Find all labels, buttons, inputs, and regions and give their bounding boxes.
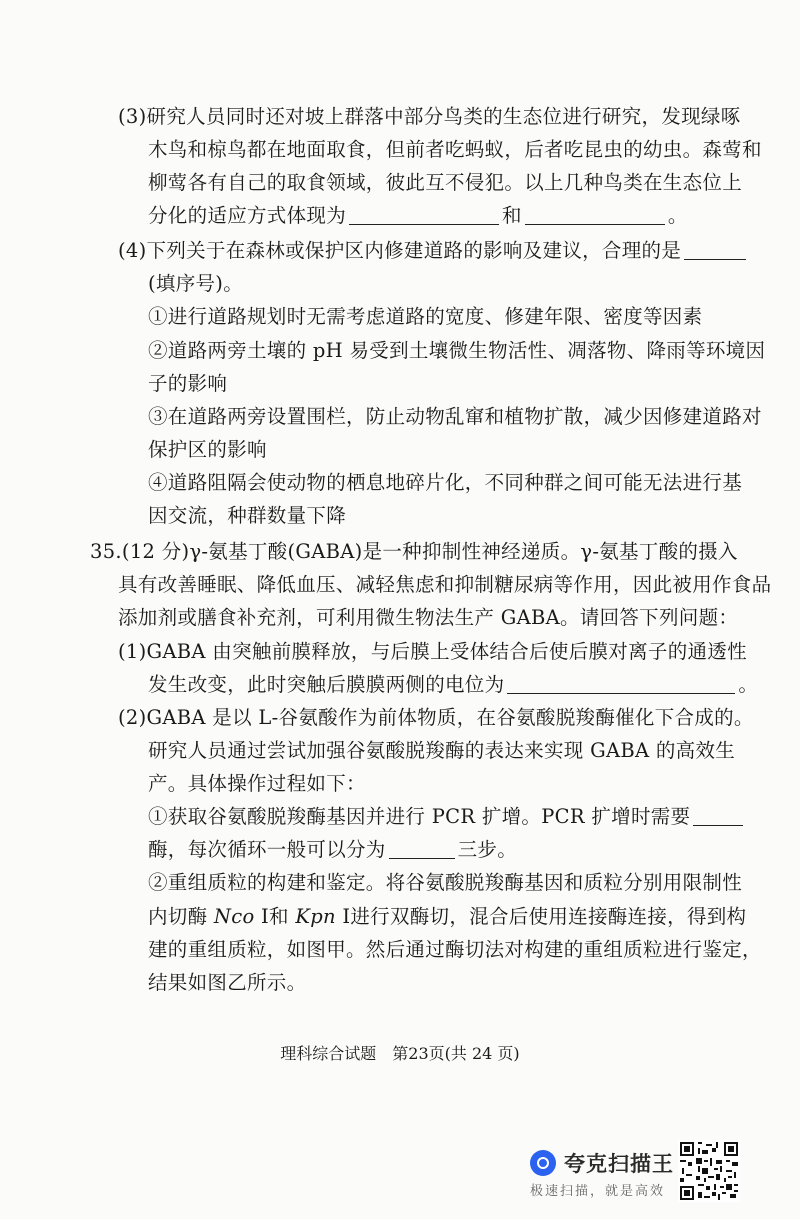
q35-part1-line2 bbox=[148, 670, 758, 700]
scanner-watermark bbox=[530, 1148, 680, 1204]
scanner-slogan: 极速扫描，就是高效 bbox=[530, 1184, 666, 1199]
q34-part4-line2: (填序号)。 bbox=[148, 272, 244, 295]
q35-step2-text2: Ⅰ和 bbox=[254, 905, 296, 928]
q34-option1: ①进行道路规划时无需考虑道路的宽度、修建年限、密度等因素 bbox=[148, 305, 703, 328]
q34-part3-and: 和 bbox=[502, 204, 522, 227]
answer-blank-3[interactable] bbox=[684, 239, 746, 260]
answer-blank-6[interactable] bbox=[389, 838, 455, 859]
q34-part4-text: (4)下列关于在森林或保护区内修建道路的影响及建议，合理的是 bbox=[118, 239, 682, 262]
q35-stem-line1: 35.(12 分)γ-氨基丁酸(GABA)是一种抑制性神经递质。γ-氨基丁酸的摄入 bbox=[90, 540, 738, 563]
q34-option2-line2: 子的影响 bbox=[148, 372, 228, 395]
q34-part3-text: 分化的适应方式体现为 bbox=[148, 204, 347, 227]
q35-step1-text: ①获取谷氨酸脱羧酶基因并进行 PCR 扩增。PCR 扩增时需要 bbox=[148, 805, 691, 828]
q34-option4-line1: ④道路阻隔会使动物的栖息地碎片化，不同种群之间可能无法进行基 bbox=[148, 471, 743, 494]
q35-step2-line4: 结果如图乙所示。 bbox=[148, 971, 307, 994]
q34-part3-line3: 柳莺各有自己的取食领域，彼此互不侵犯。以上几种鸟类在生态位上 bbox=[148, 171, 743, 194]
enzyme-nco: Nco bbox=[213, 905, 255, 928]
q35-step2-text3: Ⅰ进行双酶切，混合后使用连接酶连接，得到构 bbox=[335, 905, 747, 928]
q34-part3-line4 bbox=[148, 201, 688, 231]
q35-stem-line2: 具有改善睡眠、降低血压、减轻焦虑和抑制糖尿病等作用，因此被用作食品 bbox=[118, 573, 772, 596]
q35-part2-line1: (2)GABA 是以 L-谷氨酸作为前体物质，在谷氨酸脱羧酶催化下合成的。 bbox=[118, 706, 754, 729]
q35-step2-line1: ②重组质粒的构建和鉴定。将谷氨酸脱羧酶基因和质粒分别用限制性 bbox=[148, 871, 743, 894]
answer-blank-1[interactable] bbox=[349, 204, 499, 225]
q35-step1-line1 bbox=[148, 802, 746, 832]
q35-part1-text: 发生改变，此时突触后膜膜两侧的电位为 bbox=[148, 673, 505, 696]
q35-part1-line1: (1)GABA 由突触前膜释放，与后膜上受体结合后使后膜对离子的通透性 bbox=[118, 640, 747, 663]
page-footer: 理科综合试题 第23页(共 24 页) bbox=[280, 1044, 520, 1063]
q35-step2-line2 bbox=[148, 902, 746, 932]
q35-part1-end: 。 bbox=[738, 673, 759, 696]
q34-part4-line1 bbox=[118, 236, 749, 266]
q34-option2-line1: ②道路两旁土壤的 pH 易受到土壤微生物活性、凋落物、降雨等环境因 bbox=[148, 339, 766, 362]
answer-blank-5[interactable] bbox=[693, 805, 743, 826]
quark-logo-icon bbox=[530, 1150, 556, 1176]
q34-option3-line2: 保护区的影响 bbox=[148, 438, 267, 461]
scanner-brand-name: 夸克扫描王 bbox=[564, 1152, 674, 1176]
q34-part3-end: 。 bbox=[667, 204, 688, 227]
q35-part2-line3: 产。具体操作过程如下： bbox=[148, 772, 366, 795]
q34-part3-line2: 木鸟和椋鸟都在地面取食，但前者吃蚂蚁，后者吃昆虫的幼虫。森莺和 bbox=[148, 138, 762, 161]
q35-step2-line3: 建的重组质粒，如图甲。然后通过酶切法对构建的重组质粒进行鉴定， bbox=[148, 938, 762, 961]
q35-step1-line2 bbox=[148, 835, 517, 865]
q35-step1-text2: 酶，每次循环一般可以分为 bbox=[148, 838, 386, 861]
q35-stem-line3: 添加剂或膳食补充剂，可利用微生物法生产 GABA。请回答下列问题： bbox=[118, 606, 739, 629]
answer-blank-4[interactable] bbox=[507, 673, 735, 694]
enzyme-kpn: Kpn bbox=[295, 905, 336, 928]
q34-option3-line1: ③在道路两旁设置围栏，防止动物乱窜和植物扩散，减少因修建道路对 bbox=[148, 405, 762, 428]
answer-blank-2[interactable] bbox=[525, 204, 665, 225]
q35-part2-line2: 研究人员通过尝试加强谷氨酸脱羧酶的表达来实现 GABA 的高效生 bbox=[148, 739, 736, 762]
q34-option4-line2: 因交流，种群数量下降 bbox=[148, 504, 347, 527]
q34-part3-line1: (3)研究人员同时还对坡上群落中部分鸟类的生态位进行研究，发现绿啄 bbox=[118, 105, 741, 128]
q35-step2-text: 内切酶 bbox=[148, 905, 214, 928]
q35-step1-end: 三步。 bbox=[457, 838, 518, 861]
qr-code-icon bbox=[678, 1140, 740, 1202]
